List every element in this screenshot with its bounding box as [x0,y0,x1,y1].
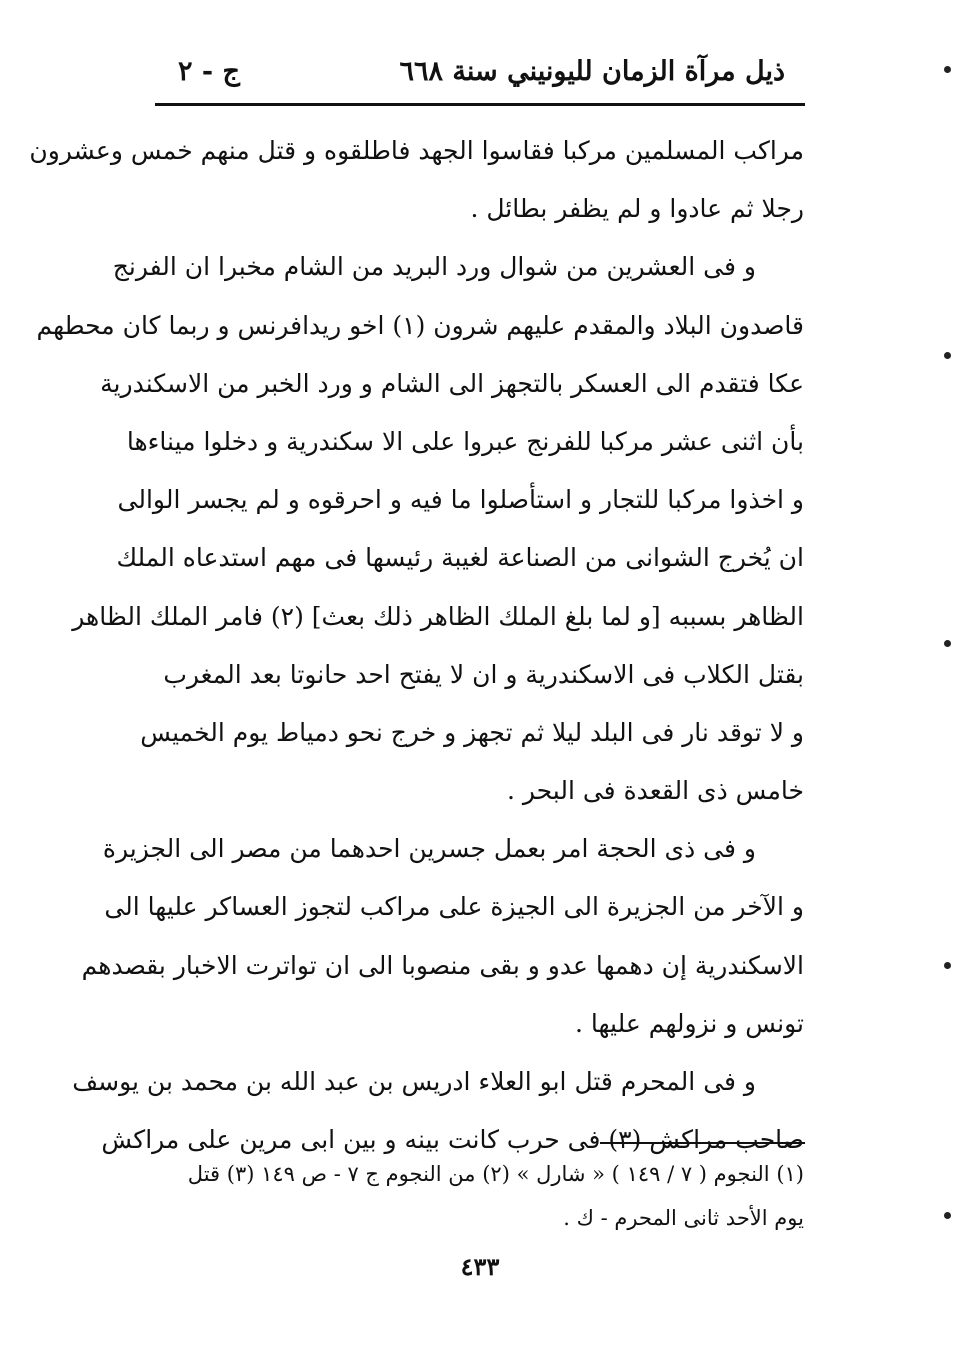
main-text [29,122,804,1169]
text-line: خامس ذى القعدة فى البحر . [506,776,804,806]
text-line: مراكب المسلمين مركبا فقاسوا الجهد فاطلقوه و قتل منهم خمس وعشرون [29,136,804,165]
margin-dot [944,66,951,73]
text-line: بأن اثنى عشر مركبا للفرنج عبروا على الا سكندرية و دخلوا ميناءها [126,426,804,456]
text-line: و فى العشرين من شوال ورد البريد من الشام مخبرا ان الفرنج [112,252,756,282]
text-line: بقتل الكلاب فى الاسكندرية و ان لا يفتح احد حانوتا بعد المغرب [163,659,804,689]
text-line: ان يُخرج الشوانى من الصناعة لغيبة رئيسها فى مهم استدعاه الملك [116,543,804,573]
header-rule [155,103,805,106]
text-line: تونس و نزولهم عليها . [575,1008,804,1038]
text-line: و اخذوا مركبا للتجار و استأصلوا ما فيه و احرقوه و لم يجسر الوالى [117,485,804,515]
footnote-line: (١) النجوم ( ٧ / ١٤٩ ) « شارل » (٢) من النجوم ج ٧ - ص ١٤٩ (٣) قتل [187,1162,804,1186]
page-number: ٤٣٣ [460,1252,500,1281]
text-line: عكا فتقدم الى العسكر بالتجهز الى الشام و ورد الخبر من الاسكندرية [100,368,804,398]
text-line: الظاهر بسببه [و لما بلغ الملك الظاهر ذلك بعث] (٢) فامر الملك الظاهر [72,601,804,631]
text-line: صاحب مراكش (٣) فى حرب كانت بينه و بين ابى مرين على مراكش [101,1125,804,1155]
footnote-line: يوم الأحد ثانى المحرم - ك . [563,1206,804,1230]
text-line: و لا توقد نار فى البلد ليلا ثم تجهز و خرج نحو دمياط يوم الخميس [140,717,804,747]
text-line: الاسكندرية إن دهمها عدو و بقى منصوبا الى ان تواترت الاخبار بقصدهم [81,950,804,980]
margin-dot [944,962,951,969]
header-volume: ج - ٢ [178,56,240,87]
running-header [150,52,805,98]
text-line: و الآخر من الجزيرة الى الجيزة على مراكب لتجوز العساكر عليها الى [104,892,804,922]
header-title: ذيل مرآة الزمان لليونيني سنة ٦٦٨ [399,56,785,87]
text-line: و فى المحرم قتل ابو العلاء ادريس بن عبد الله بن محمد بن يوسف [72,1067,756,1096]
margin-dot [944,352,951,359]
footnote-rule [600,1142,805,1144]
margin-dot [944,1212,951,1219]
text-line: قاصدون البلاد والمقدم عليهم شرون (١) اخو ريدافرنس و ربما كان محطهم [36,310,804,340]
text-line: و فى ذى الحجة امر بعمل جسرين احدهما من مصر الى الجزيرة [102,834,756,864]
margin-dot [944,640,951,647]
text-line: رجلا ثم عادوا و لم يظفر بطائل . [470,194,804,224]
footnotes [148,1152,804,1240]
